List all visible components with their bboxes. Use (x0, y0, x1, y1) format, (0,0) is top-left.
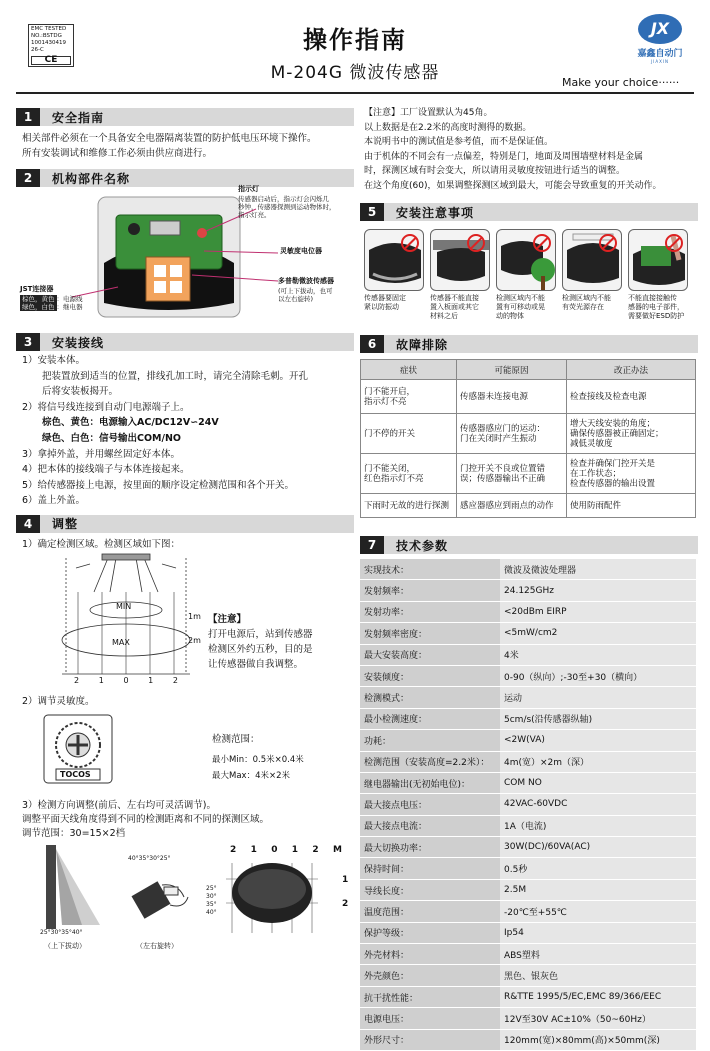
emc-line: NO.:BSTDG (31, 33, 62, 39)
spec-value: 120mm(宽)×80mm(高)×50mm(深) (500, 1030, 696, 1050)
cell-line: 传感器感应门的运动： (460, 423, 546, 434)
no-entry-icon (665, 234, 683, 252)
spec-row (360, 858, 696, 878)
slogan: Make your choice······ (562, 76, 680, 89)
spec-key: 外壳颜色： (360, 965, 500, 985)
spec-row (360, 816, 696, 836)
install-note-item (430, 229, 490, 321)
install-caption (364, 294, 424, 312)
spec-value: <5mW/cm2 (500, 623, 696, 643)
spec-key: 最小检测速度： (360, 709, 500, 729)
section-number: 6 (360, 335, 384, 353)
spec-value: 42VAC-60VDC (500, 794, 696, 814)
logo-pinyin: JIAXIN (650, 59, 669, 64)
left-right-rotate-diagram (126, 854, 196, 927)
spec-row (360, 666, 696, 686)
adjust-note (208, 612, 348, 672)
symptom-cell (361, 494, 457, 518)
note-line: 传感器启动后，指示灯会闪烁几 (238, 195, 329, 203)
detection-area-diagram (46, 552, 206, 694)
spec-row (360, 687, 696, 707)
range-title: 检测范围： (212, 733, 260, 745)
spec-table (360, 558, 696, 1051)
caption-line: 不能直接接触传 (628, 294, 677, 302)
spec-row (360, 837, 696, 857)
step-line: 4）把本体的接线端子与本体连接起来。 (22, 464, 190, 476)
note-line: 时，探测区域有时会变大，所以请用灵敏度按钮进行适当的调整。 (364, 166, 626, 176)
cell-line: 减低灵敏度 (570, 438, 613, 449)
angle-label: 40° (206, 908, 217, 916)
note-line: 由于机体的不同会有一点偏差，特别是门，地面及周围墙壁材料是金属 (364, 151, 644, 162)
spec-key: 最大接点电压： (360, 794, 500, 814)
cell-line: 在工作状态； (570, 468, 622, 479)
spec-key: 导线长度： (360, 880, 500, 900)
section-header-install-notes (360, 203, 698, 221)
table-row (361, 380, 696, 414)
fix-cell (567, 454, 696, 494)
troubleshooting-table (360, 359, 696, 518)
no-entry-icon (599, 234, 617, 252)
spec-value: 30W(DC)/60VA(AC) (500, 837, 696, 857)
section-number: 2 (16, 169, 40, 187)
sensitivity-figure (16, 709, 354, 793)
note-line: 秒钟，传感器探测到运动物体时， (238, 203, 336, 211)
left-column (16, 100, 354, 990)
angle-labels-top: 40°35°30°25° (128, 854, 171, 862)
spec-key: 抗干扰性能： (360, 987, 500, 1007)
install-notes-row (360, 229, 698, 321)
spec-row (360, 880, 696, 900)
step-line: 调节范围：30=15×2档 (22, 827, 126, 839)
grid-x-label: 2 (230, 844, 237, 855)
spec-row (360, 944, 696, 964)
spec-value: 12V至30V AC±10%（50~60Hz） (500, 1008, 696, 1028)
caption-left-right: （左右旋转） (136, 941, 178, 950)
table-row (361, 454, 696, 494)
section-title: 调整 (52, 517, 79, 532)
caption-up-down: （上下拔动） (44, 941, 86, 950)
spec-row (360, 623, 696, 643)
install-note-item (364, 229, 424, 321)
wire-use: 继电器 (63, 303, 83, 311)
install-illustration (364, 229, 424, 291)
ce-mark: CE (31, 56, 71, 65)
spec-value: 1A（电流) (500, 816, 696, 836)
section-header-adjustment (16, 515, 354, 533)
install-illustration (562, 229, 622, 291)
company-logo (630, 14, 690, 70)
column-header: 改正办法 (567, 360, 696, 380)
section-title: 技术参数 (396, 538, 449, 553)
step-line: 1）安装本体。 (22, 355, 86, 366)
section-number: 5 (360, 203, 384, 221)
table-header-row (361, 360, 696, 380)
spec-value: 黑色、银灰色 (500, 965, 696, 985)
caption-line: 检测区域内不能 (562, 294, 611, 302)
emc-line: 1001430419 (31, 40, 66, 46)
spec-key: 温度范围： (360, 901, 500, 921)
step-line: 把装置放到适当的位置，排线孔加工时，请完全清除毛刺。开孔 (42, 370, 309, 382)
spec-value: 4m(宽）×2m（深） (500, 752, 696, 772)
logo-mark: JX (638, 14, 682, 44)
spec-row (360, 559, 696, 579)
tick: 0 (123, 675, 129, 685)
step-line: 5）给传感器接上电源，按里面的顺序设定检测范围和各个开关。 (22, 479, 295, 491)
spec-key: 最大接点电流： (360, 816, 500, 836)
spec-value: 24.125GHz (500, 580, 696, 600)
axis-ticks (74, 676, 178, 685)
label-sensitivity-pot: 灵敏度电位器 (280, 247, 322, 255)
text-line: 相关部件必须在一个具备安全电器隔离装置的防护低电压环境下操作。 (22, 133, 317, 144)
section-title: 故障排除 (396, 337, 449, 352)
angle-labels-bottom: 25°30°35°40° (40, 928, 83, 936)
spec-value: R&TTE 1995/5/EC,EMC 89/366/EEC (500, 987, 696, 1007)
cell-line: 检查接线及检查电源 (570, 391, 647, 402)
distance-2m: 2m (188, 635, 201, 645)
spec-row (360, 645, 696, 665)
cell-line: 红色指示灯不亮 (364, 473, 424, 484)
spec-row (360, 580, 696, 600)
spec-value: 4米 (500, 645, 696, 665)
note-line: (可上下拔动，也可 (278, 287, 333, 295)
symptom-cell (361, 414, 457, 454)
spec-key: 外壳材料： (360, 944, 500, 964)
emc-tested-label (28, 24, 74, 67)
spec-key: 实现技术： (360, 559, 500, 579)
header-divider (16, 92, 694, 94)
grid-x-label: 1 (291, 844, 299, 855)
caption-line: 检测区域内不能 (496, 294, 545, 302)
spec-value: Ip54 (500, 923, 696, 943)
note-line: 检测区外约五秒，目的是 (208, 643, 313, 655)
adjust-step-3 (16, 799, 354, 841)
note-line: 指示灯亮。 (238, 211, 271, 219)
up-down-angle-diagram (32, 845, 102, 929)
table-row (361, 494, 696, 518)
no-entry-icon (533, 234, 551, 252)
wire-color: 棕色，黄色 (22, 295, 55, 303)
angle-label: 30° (206, 892, 217, 900)
section-title: 安全指南 (52, 110, 105, 125)
cell-line: 感应器感应到雨点的动作 (460, 500, 554, 511)
section-header-troubleshooting (360, 335, 698, 353)
spec-row (360, 901, 696, 921)
note-line: 【注意】工厂设置默认为45角。 (364, 108, 493, 118)
range-min: 最小Min：0.5米×0.4米 (212, 754, 304, 765)
spec-row (360, 1030, 696, 1050)
install-note-item (628, 229, 688, 321)
cell-line: 门在关闭时产生振动 (460, 433, 537, 444)
min-label: MIN (116, 601, 132, 611)
spec-key: 保护等级： (360, 923, 500, 943)
section-title: 安装注意事项 (396, 205, 475, 220)
angle-label: 35° (206, 900, 217, 908)
note-doppler-sensor (278, 287, 354, 303)
wiring-steps (16, 353, 354, 509)
spec-key: 继电器输出(无初始电位)： (360, 773, 500, 793)
spec-key: 安装倾度： (360, 666, 500, 686)
parts-figure (16, 185, 354, 329)
label-indicator-led: 指示灯 (238, 185, 259, 193)
spec-value: <20dBm EIRP (500, 602, 696, 622)
note-line: 在这个角度(60)，如果调整探测区域到最大，可能会导致重复的开关动作。 (364, 180, 662, 191)
grid-x-label: 0 (271, 844, 278, 855)
step-line: 棕色、黄色：电源输入AC/DC12V∽24V (42, 417, 219, 429)
fix-cell (567, 380, 696, 414)
column-header: 症状 (361, 360, 457, 380)
section-number: 7 (360, 536, 384, 554)
section-number: 1 (16, 108, 40, 126)
cell-line: 门控开关不良或位置错 (460, 463, 546, 474)
detection-grid-diagram (222, 859, 332, 937)
section-header-safety (16, 108, 354, 126)
section-title: 安装接线 (52, 335, 105, 350)
spec-key: 外形尺寸： (360, 1030, 500, 1050)
spec-key: 电源电压： (360, 1008, 500, 1028)
spec-key: 功耗： (360, 730, 500, 750)
grid-x-label: 2 (312, 844, 319, 855)
note-line: 让传感器做自我调整。 (208, 658, 304, 670)
cell-line: 误；传感器输出不正确 (460, 473, 546, 484)
install-illustration (430, 229, 490, 291)
section-number: 4 (16, 515, 40, 533)
caption-line: 置入板面或其它 (430, 303, 479, 311)
caption-line: 材料之后 (430, 312, 458, 320)
install-caption (430, 294, 490, 321)
grid-y-label: 2 (342, 898, 349, 909)
spec-row (360, 709, 696, 729)
section-header-parts (16, 169, 354, 187)
install-note-item (562, 229, 622, 321)
right-column (360, 100, 698, 1047)
cell-line: 传感器未连接电源 (460, 391, 529, 402)
detection-area-figure (16, 552, 354, 694)
direction-figure (16, 841, 354, 951)
note-line: 以上数据是在2.2米的高度时测得的数据。 (364, 122, 532, 133)
spec-value: COM NO (500, 773, 696, 793)
spec-row (360, 602, 696, 622)
caption-line: 传感器不能直接 (430, 294, 479, 302)
section-header-specs (360, 536, 698, 554)
column-header: 可能原因 (457, 360, 567, 380)
install-caption (562, 294, 622, 312)
cell-line: 门不停的开关 (364, 428, 416, 439)
spec-value: 0-90（纵向）;-30至+30（横向） (500, 666, 696, 686)
section-number: 3 (16, 333, 40, 351)
step-line: 2）将信号线连接到自动门电源端子上。 (22, 401, 190, 413)
factory-note (360, 106, 698, 193)
spec-key: 发射频率密度： (360, 623, 500, 643)
caption-line: 动的物体 (496, 312, 524, 320)
section-header-wiring (16, 333, 354, 351)
step-line: 后将安装板揭开。 (42, 386, 119, 398)
angle-label: 25° (206, 884, 217, 892)
spec-row (360, 730, 696, 750)
caption-line: 有荧光源存在 (562, 303, 604, 311)
knob-brand: TOCOS (60, 769, 91, 779)
spec-value: ABS塑料 (500, 944, 696, 964)
caption-line: 置有可移动或晃 (496, 303, 545, 311)
safety-text (16, 131, 354, 161)
grid-x-labels (230, 845, 342, 855)
fix-cell (567, 414, 696, 454)
cell-line: 门不能开启， (364, 386, 416, 397)
no-entry-icon (401, 234, 419, 252)
spec-value: -20℃至+55℃ (500, 901, 696, 921)
spec-value: 运动 (500, 687, 696, 707)
install-illustration (496, 229, 556, 291)
note-indicator-led (238, 195, 354, 219)
step-line: 6）盖上外盖。 (22, 495, 86, 507)
cell-line: 检查传感器的输出设置 (570, 478, 656, 489)
no-entry-icon (467, 234, 485, 252)
adjust-step-2: 2）调节灵敏度。 (22, 695, 95, 707)
caption-line: 需要做好ESD防护 (628, 312, 685, 320)
spec-key: 检测模式： (360, 687, 500, 707)
spec-row (360, 923, 696, 943)
range-max: 最大Max：4米×2米 (212, 770, 291, 781)
cause-cell (457, 380, 567, 414)
cell-line: 确保传感器被正确固定； (570, 428, 664, 439)
spec-value: 5cm/s(沿传感器纵轴) (500, 709, 696, 729)
note-line: 本说明书中的测试值是参考值，而不是保证值。 (364, 137, 554, 147)
cause-cell (457, 414, 567, 454)
wire-color: 绿色，白色 (22, 303, 55, 311)
grid-x-label: M (332, 844, 342, 855)
wire-legend: 棕色，黄色 ：电源线 绿色，白色 ：继电器 (22, 295, 83, 311)
cause-cell (457, 454, 567, 494)
symptom-cell (361, 454, 457, 494)
caption-line: 传感器要固定 (364, 294, 406, 302)
spec-value: 微波及微波处理器 (500, 559, 696, 579)
emc-line: 26-C (31, 47, 44, 53)
fix-cell (567, 494, 696, 518)
spec-key: 保持时间： (360, 858, 500, 878)
spec-row (360, 794, 696, 814)
label-doppler-sensor: 多普勒微波传感器 (278, 277, 334, 285)
install-note-item (496, 229, 556, 321)
install-illustration (628, 229, 688, 291)
cause-cell (457, 494, 567, 518)
symptom-cell (361, 380, 457, 414)
page-title: 操作指南 (303, 26, 407, 54)
cell-line: 门不能关闭， (364, 463, 416, 474)
spec-row (360, 987, 696, 1007)
note-line: 以左右旋转) (278, 295, 314, 303)
step-line: 3）检测方向调整(前后、左右均可灵活调节)。 (22, 799, 216, 811)
tick: 2 (172, 675, 178, 685)
text-line: 所有安装调试和维修工作必须由供应商进行。 (22, 148, 213, 159)
spec-key: 最大切换功率： (360, 837, 500, 857)
section-title: 机构部件名称 (52, 171, 131, 186)
grid-angle-labels (206, 885, 217, 917)
spec-value: 0.5秒 (500, 858, 696, 878)
tick: 1 (98, 675, 104, 685)
caption-line: 紧以防振动 (364, 303, 399, 311)
grid-y-label: 1 (342, 874, 349, 885)
spec-key: 检测范围（安装高度=2.2米）： (360, 752, 500, 772)
tick: 1 (148, 675, 154, 685)
step-line: 调整平面天线角度得到不同的检测距离和不同的探测区域。 (22, 813, 270, 825)
wire-use: 电源线 (63, 295, 83, 303)
spec-key: 最大安装高度： (360, 645, 500, 665)
cell-line: 使用防雨配件 (570, 500, 622, 511)
cell-line: 检查并确保门控开关是 (570, 458, 656, 469)
spec-row (360, 752, 696, 772)
label-jst-connector: JST连接器 (20, 285, 54, 293)
grid-x-label: 1 (250, 844, 257, 855)
adjust-step-1: 1）确定检测区域。检测区域如下图： (22, 538, 181, 550)
step-line: 绿色、白色：信号输出COM/NO (42, 432, 181, 444)
cell-line: 增大天线安装的角度； (570, 418, 656, 429)
max-label: MAX (112, 637, 130, 647)
spec-value: 2.5M (500, 880, 696, 900)
table-row (361, 414, 696, 454)
install-caption (628, 294, 688, 321)
install-caption (496, 294, 556, 321)
spec-value: <2W(VA) (500, 730, 696, 750)
tick: 2 (74, 675, 80, 685)
caption-line: 感器的电子部件， (628, 303, 684, 311)
note-title: 【注意】 (208, 613, 247, 625)
spec-row (360, 965, 696, 985)
distance-1m: 1m (188, 611, 201, 621)
note-line: 打开电源后，站到传感器 (208, 628, 313, 640)
spec-row (360, 1008, 696, 1028)
spec-row (360, 773, 696, 793)
cell-line: 下雨时无故的进行探测 (364, 500, 450, 511)
spec-key: 发射功率： (360, 602, 500, 622)
spec-key: 发射频率： (360, 580, 500, 600)
step-line: 3）拿掉外盖，并用螺丝固定好本体。 (22, 448, 181, 460)
emc-line: EMC TESTED (31, 26, 67, 32)
page-subtitle: M-204G 微波传感器 (270, 63, 440, 83)
logo-name: 嘉鑫自动门 (637, 49, 683, 59)
cell-line: 指示灯不亮 (364, 396, 407, 407)
